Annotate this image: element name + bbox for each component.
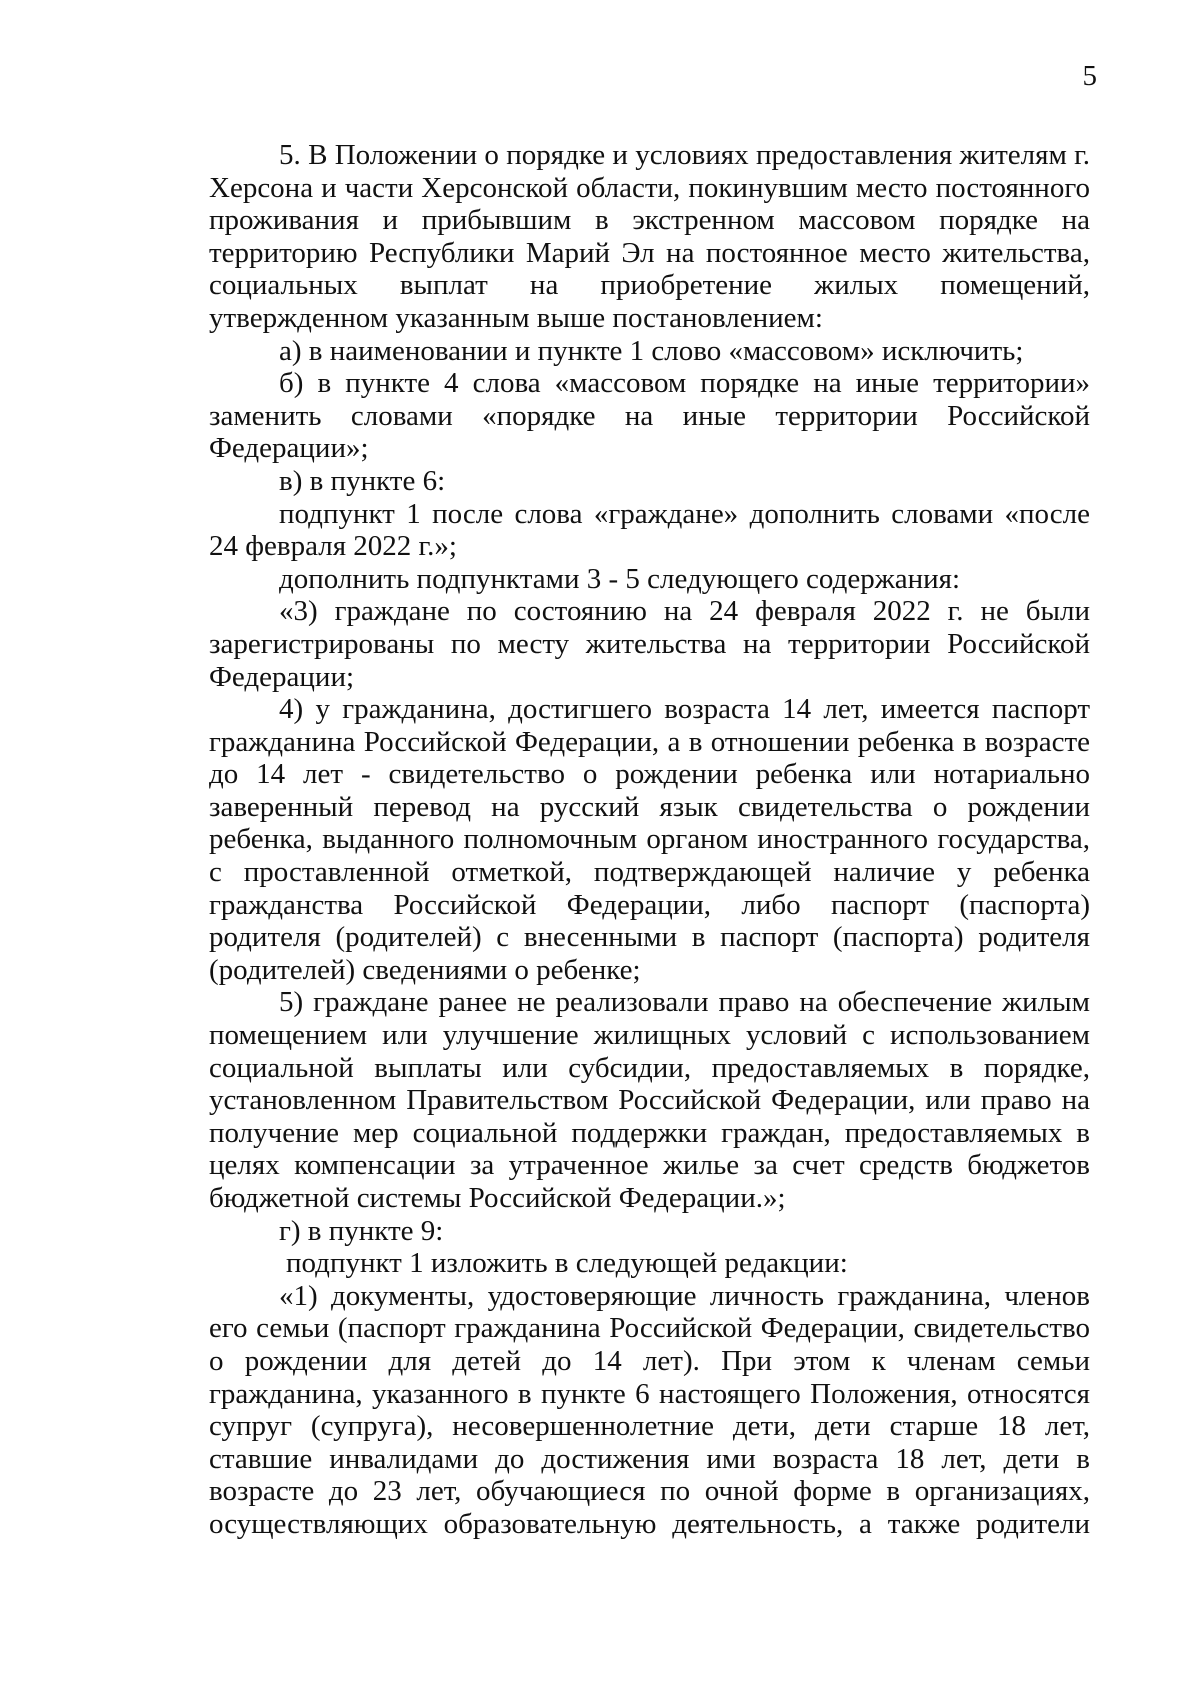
paragraph-subitem-b: б) в пункте 4 слова «массовом порядке на иные территории» заменить словами «порядке на иные территории Российской Федерации»; <box>209 367 1090 465</box>
document-body <box>209 139 1090 1541</box>
page-number: 5 <box>1082 60 1097 92</box>
paragraph-subpoint-1-amendment: подпункт 1 после слова «граждане» дополнить словами «после 24 февраля 2022 г.»; <box>209 497 1090 563</box>
paragraph-subitem-g: г) в пункте 9: <box>279 1214 444 1247</box>
paragraph-documents-identity: «1) документы, удостоверяющие личность гражданина, членов его семьи (паспорт гражданина Российской Федерации, свидетельство о рождении для детей до 14 лет). При этом к членам семьи гражданина, указанного в пункте 6 настоящего Положения, относятся супруг (супруга), несовершеннолетние дети, дети старше 18 лет, ставшие инвалидами до достижения ими возраста 18 лет, дети в возрасте до 23 лет, обучающиеся по очной форме в организациях, осуществляющих образовательную деятельность, а также родители <box>209 1279 1090 1540</box>
paragraph-subpoint-5: 5) граждане ранее не реализовали право на обеспечение жилым помещением или улучшение жилищных условий с использованием социальной выплаты или субсидии, предоставляемых в порядке, установленном Правительством Российской Федерации, или право на получение мер социальной поддержки граждан, предоставляемых в целях компенсации за утраченное жилье за счет средств бюджетов бюджетной системы Российской Федерации.»; <box>209 986 1090 1214</box>
paragraph-subitem-a: а) в наименовании и пункте 1 слово «массовом» исключить; <box>279 334 1024 367</box>
paragraph-subpoint-1-new-wording: подпункт 1 изложить в следующей редакции: <box>286 1247 848 1280</box>
paragraph-subitem-v: в) в пункте 6: <box>279 464 446 497</box>
paragraph-add-subpoints: дополнить подпунктами 3 - 5 следующего содержания: <box>279 562 961 595</box>
paragraph-subpoint-4: 4) у гражданина, достигшего возраста 14 лет, имеется паспорт гражданина Российской Федерации, а в отношении ребенка в возрасте до 14 лет - свидетельство о рождении ребенка или нотариально заверенный перевод на русский язык свидетельства о рождении ребенка, выданного полномочным органом иностранного государства, с проставленной отметкой, подтверждающей наличие у ребенка гражданства Российской Федерации, либо паспорт (паспорта) родителя (родителей) с внесенными в паспорт (паспорта) родителя (родителей) сведениями о ребенке; <box>209 693 1090 986</box>
paragraph-subpoint-3: «3) граждане по состоянию на 24 февраля 2022 г. не были зарегистрированы по месту жительства на территории Российской Федерации; <box>209 595 1090 693</box>
paragraph-item-5: 5. В Положении о порядке и условиях предоставления жителям г. Херсона и части Херсонской области, покинувшим место постоянного проживания и прибывшим в экстренном массовом порядке на территорию Республики Марий Эл на постоянное место жительства, социальных выплат на приобретение жилых помещений, утвержденном указанным выше постановлением: <box>209 139 1090 334</box>
